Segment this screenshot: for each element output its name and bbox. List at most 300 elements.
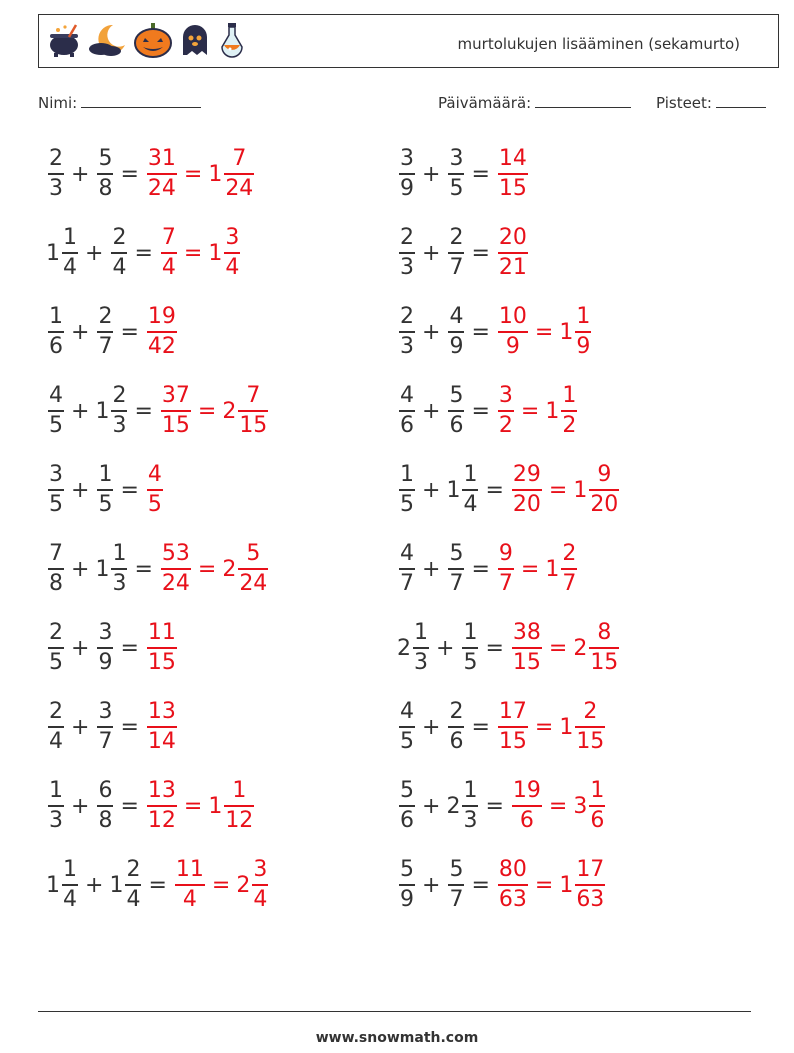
plus-sign: + xyxy=(71,319,90,345)
moon-cloud-icon xyxy=(87,21,129,59)
worksheet-title: murtolukujen lisääminen (sekamurto) xyxy=(457,35,740,53)
problem-item xyxy=(397,773,606,839)
improper-answer-fraction xyxy=(161,227,177,279)
equals-sign: = xyxy=(134,240,153,266)
mixed-answer xyxy=(208,148,255,200)
mixed-answer-numerator: 1 xyxy=(576,304,591,329)
addend-a-denominator: 3 xyxy=(400,255,414,280)
addend-b-denominator: 5 xyxy=(98,492,113,517)
mixed-answer-fraction xyxy=(575,859,605,911)
mixed-answer-denominator: 20 xyxy=(590,492,619,517)
plus-sign: + xyxy=(422,398,441,424)
answer xyxy=(496,306,592,358)
addend-a-denominator: 5 xyxy=(49,650,63,675)
addend-b xyxy=(95,780,114,832)
addend-b xyxy=(446,148,465,200)
addend-b xyxy=(109,859,142,911)
answer xyxy=(510,780,606,832)
header-icons xyxy=(45,21,247,59)
improper-answer-fraction xyxy=(498,148,528,200)
addend-b xyxy=(95,701,114,753)
addend-b-denominator: 7 xyxy=(98,729,113,754)
improper-answer-fraction xyxy=(498,227,528,279)
addend-a-fraction xyxy=(399,859,415,911)
mixed-answer-whole: 2 xyxy=(573,635,588,661)
plus-sign: + xyxy=(422,714,441,740)
problem-item xyxy=(397,852,606,918)
improper-answer-fraction xyxy=(498,701,528,753)
improper-answer-denominator: 4 xyxy=(182,887,197,912)
improper-answer-fraction xyxy=(147,622,177,674)
mixed-answer-denominator: 9 xyxy=(576,334,591,359)
addend-b-numerator: 2 xyxy=(126,857,141,882)
addend-a-whole: 1 xyxy=(46,872,60,898)
name-blank xyxy=(81,94,201,108)
addend-b-denominator: 7 xyxy=(449,887,464,912)
addend-b-whole: 1 xyxy=(109,872,124,898)
answer-equals-sign: = xyxy=(197,398,217,424)
answer xyxy=(159,385,269,437)
addend-a-fraction xyxy=(48,701,64,753)
mixed-answer xyxy=(222,385,269,437)
addend-a-denominator: 5 xyxy=(49,413,63,438)
addend-b-whole: 1 xyxy=(95,556,110,582)
improper-answer xyxy=(496,701,529,753)
addend-a xyxy=(46,622,65,674)
worksheet-header xyxy=(38,14,779,68)
mixed-answer xyxy=(559,306,592,358)
addend-b-fraction xyxy=(448,701,464,753)
mixed-answer-denominator: 15 xyxy=(590,650,619,675)
mixed-answer-numerator: 1 xyxy=(232,778,247,803)
answer xyxy=(145,464,164,516)
date-blank xyxy=(535,94,631,108)
addend-b-fraction xyxy=(97,148,113,200)
mixed-answer-denominator: 15 xyxy=(239,413,268,438)
plus-sign: + xyxy=(422,240,441,266)
addend-b-fraction xyxy=(97,780,113,832)
score-label: Pisteet: xyxy=(656,94,712,112)
addend-b-numerator: 3 xyxy=(449,146,464,171)
addend-b xyxy=(446,385,465,437)
addend-a-denominator: 9 xyxy=(400,887,414,912)
addend-b-denominator: 7 xyxy=(449,255,464,280)
addend-b-denominator: 4 xyxy=(112,255,127,280)
plus-sign: + xyxy=(422,793,441,819)
improper-answer xyxy=(496,148,529,200)
answer-equals-sign: = xyxy=(548,635,568,661)
improper-answer-fraction xyxy=(161,543,191,595)
equals-sign: = xyxy=(120,477,139,503)
improper-answer-fraction xyxy=(498,543,514,595)
addend-b xyxy=(95,306,114,358)
equals-sign: = xyxy=(120,319,139,345)
addend-b-numerator: 5 xyxy=(449,541,464,566)
equals-sign: = xyxy=(485,635,504,661)
improper-answer-denominator: 15 xyxy=(512,650,541,675)
addend-a-denominator: 6 xyxy=(49,334,63,359)
improper-answer-denominator: 15 xyxy=(161,413,190,438)
addend-a-fraction xyxy=(48,464,64,516)
addend-b-numerator: 1 xyxy=(463,778,478,803)
improper-answer xyxy=(496,306,529,358)
improper-answer-fraction xyxy=(512,780,542,832)
plus-sign: + xyxy=(422,161,441,187)
improper-answer-denominator: 15 xyxy=(498,729,527,754)
answer xyxy=(496,701,606,753)
addend-b-denominator: 9 xyxy=(98,650,113,675)
addend-b-numerator: 6 xyxy=(98,778,113,803)
problem-item xyxy=(397,536,578,602)
mixed-answer-fraction xyxy=(561,543,577,595)
plus-sign: + xyxy=(85,240,104,266)
answer-equals-sign: = xyxy=(183,240,203,266)
mixed-answer xyxy=(208,780,255,832)
addend-a-denominator: 6 xyxy=(400,413,414,438)
addend-b xyxy=(460,622,479,674)
improper-answer xyxy=(173,859,206,911)
addend-b xyxy=(109,227,128,279)
improper-answer-denominator: 12 xyxy=(147,808,176,833)
improper-answer xyxy=(510,622,543,674)
problem-item xyxy=(46,536,269,602)
addend-b-denominator: 6 xyxy=(449,729,464,754)
answer-equals-sign: = xyxy=(183,161,203,187)
mixed-answer xyxy=(236,859,269,911)
mixed-answer-fraction xyxy=(575,306,591,358)
addend-a-denominator: 5 xyxy=(49,492,63,517)
mixed-answer xyxy=(559,859,606,911)
improper-answer-denominator: 4 xyxy=(161,255,176,280)
mixed-answer-denominator: 6 xyxy=(590,808,605,833)
improper-answer-denominator: 20 xyxy=(512,492,541,517)
addend-a-numerator: 5 xyxy=(400,857,414,882)
date-field xyxy=(438,94,631,112)
addend-a-denominator: 3 xyxy=(414,650,428,675)
mixed-answer-whole: 1 xyxy=(208,240,223,266)
mixed-answer-fraction xyxy=(589,780,605,832)
addend-b-fraction xyxy=(462,622,478,674)
problem-item xyxy=(46,852,269,918)
mixed-answer xyxy=(559,701,606,753)
answer-equals-sign: = xyxy=(520,398,540,424)
addend-a-fraction xyxy=(399,780,415,832)
equals-sign: = xyxy=(485,477,504,503)
name-label: Nimi: xyxy=(38,94,78,112)
addend-a-numerator: 2 xyxy=(400,225,414,250)
addend-b-numerator: 1 xyxy=(98,462,113,487)
improper-answer-denominator: 5 xyxy=(147,492,162,517)
mixed-answer-numerator: 5 xyxy=(246,541,261,566)
addend-a xyxy=(397,701,416,753)
addend-a-denominator: 4 xyxy=(49,729,63,754)
mixed-answer-denominator: 4 xyxy=(253,887,268,912)
addend-b-denominator: 3 xyxy=(112,571,127,596)
addend-b-denominator: 6 xyxy=(449,413,464,438)
addend-b xyxy=(446,859,465,911)
addend-b-whole: 2 xyxy=(446,793,461,819)
addend-a-denominator: 4 xyxy=(63,255,77,280)
addend-b-fraction xyxy=(97,701,113,753)
addend-b-denominator: 5 xyxy=(449,176,464,201)
addend-a-fraction xyxy=(48,780,64,832)
improper-answer-numerator: 3 xyxy=(498,383,513,408)
mixed-answer xyxy=(208,227,241,279)
plus-sign: + xyxy=(71,714,90,740)
problem-item xyxy=(46,694,178,760)
pumpkin-icon xyxy=(133,21,173,59)
addend-a-fraction xyxy=(413,622,429,674)
answer-equals-sign: = xyxy=(211,872,231,898)
improper-answer-fraction xyxy=(147,306,177,358)
addend-b-numerator: 3 xyxy=(98,699,113,724)
addend-b-numerator: 1 xyxy=(463,620,478,645)
addend-b-denominator: 3 xyxy=(463,808,478,833)
improper-answer-numerator: 19 xyxy=(512,778,541,803)
addend-a-numerator: 1 xyxy=(49,778,63,803)
improper-answer xyxy=(510,780,543,832)
mixed-answer-whole: 2 xyxy=(236,872,251,898)
mixed-answer-denominator: 24 xyxy=(239,571,268,596)
improper-answer-numerator: 11 xyxy=(175,857,204,882)
addend-b-numerator: 1 xyxy=(463,462,478,487)
equals-sign: = xyxy=(134,556,153,582)
addend-b-denominator: 5 xyxy=(463,650,478,675)
addend-a xyxy=(397,859,416,911)
plus-sign: + xyxy=(71,398,90,424)
improper-answer xyxy=(159,543,192,595)
plus-sign: + xyxy=(85,872,104,898)
ghost-icon xyxy=(177,21,213,59)
footer-divider xyxy=(38,1011,751,1012)
addend-a-fraction xyxy=(48,385,64,437)
improper-answer-numerator: 10 xyxy=(498,304,527,329)
addend-b-whole: 1 xyxy=(446,477,461,503)
addend-a-fraction xyxy=(48,306,64,358)
answer-equals-sign: = xyxy=(548,793,568,819)
addend-a-numerator: 1 xyxy=(49,304,63,329)
improper-answer-denominator: 15 xyxy=(147,650,176,675)
addend-a-fraction xyxy=(399,464,415,516)
answer-equals-sign: = xyxy=(197,556,217,582)
equals-sign: = xyxy=(471,556,490,582)
mixed-answer-fraction xyxy=(561,385,577,437)
addend-b-fraction xyxy=(125,859,141,911)
equals-sign: = xyxy=(148,872,167,898)
answer xyxy=(496,859,606,911)
mixed-answer-fraction xyxy=(589,622,619,674)
improper-answer-denominator: 42 xyxy=(147,334,176,359)
addend-b-fraction xyxy=(462,780,478,832)
improper-answer-fraction xyxy=(512,622,542,674)
mixed-answer-whole: 1 xyxy=(545,556,560,582)
mixed-answer-denominator: 12 xyxy=(225,808,254,833)
addend-a-denominator: 7 xyxy=(400,571,414,596)
addend-a-numerator: 1 xyxy=(63,857,77,882)
improper-answer xyxy=(159,385,192,437)
addend-b-numerator: 2 xyxy=(112,225,127,250)
mixed-answer-fraction xyxy=(238,543,268,595)
addend-b-numerator: 2 xyxy=(449,225,464,250)
addend-b-fraction xyxy=(448,859,464,911)
addend-a xyxy=(46,306,65,358)
improper-answer-numerator: 17 xyxy=(498,699,527,724)
addend-a-numerator: 2 xyxy=(400,304,414,329)
improper-answer-numerator: 14 xyxy=(498,146,527,171)
addend-b-fraction xyxy=(448,227,464,279)
addend-b-numerator: 2 xyxy=(112,383,127,408)
addend-a xyxy=(397,622,430,674)
addend-a-denominator: 3 xyxy=(49,808,63,833)
improper-answer-numerator: 7 xyxy=(161,225,176,250)
addend-a xyxy=(397,780,416,832)
improper-answer xyxy=(496,859,529,911)
addend-a-numerator: 2 xyxy=(49,146,63,171)
addend-a xyxy=(46,701,65,753)
potion-icon xyxy=(217,21,247,59)
footer-url: www.snowmath.com xyxy=(315,1030,479,1046)
plus-sign: + xyxy=(436,635,455,661)
mixed-answer xyxy=(573,780,606,832)
addend-b-fraction xyxy=(462,464,478,516)
mixed-answer-fraction xyxy=(224,780,254,832)
improper-answer-denominator: 21 xyxy=(498,255,527,280)
name-field xyxy=(38,94,201,112)
improper-answer-numerator: 80 xyxy=(498,857,527,882)
problem-item xyxy=(46,378,269,444)
answer xyxy=(159,227,241,279)
answer xyxy=(510,464,620,516)
mixed-answer-fraction xyxy=(238,385,268,437)
mixed-answer-denominator: 63 xyxy=(576,887,605,912)
problem-item xyxy=(397,378,578,444)
improper-answer-fraction xyxy=(512,464,542,516)
mixed-answer-whole: 1 xyxy=(559,319,574,345)
answer xyxy=(145,306,178,358)
equals-sign: = xyxy=(120,714,139,740)
addend-b xyxy=(95,543,128,595)
addend-b-fraction xyxy=(97,464,113,516)
addend-b xyxy=(95,148,114,200)
improper-answer-numerator: 11 xyxy=(147,620,176,645)
addend-b-fraction xyxy=(448,306,464,358)
addend-a xyxy=(397,306,416,358)
addend-a xyxy=(397,385,416,437)
addend-b-whole: 1 xyxy=(95,398,110,424)
mixed-answer-numerator: 1 xyxy=(590,778,605,803)
addend-b xyxy=(446,543,465,595)
addend-b xyxy=(446,306,465,358)
improper-answer-fraction xyxy=(498,385,514,437)
addend-a-numerator: 3 xyxy=(400,146,414,171)
improper-answer-fraction xyxy=(498,306,528,358)
addend-b-fraction xyxy=(448,385,464,437)
mixed-answer-numerator: 9 xyxy=(597,462,612,487)
improper-answer-fraction xyxy=(147,148,177,200)
improper-answer-numerator: 4 xyxy=(147,462,162,487)
improper-answer xyxy=(159,227,178,279)
improper-answer xyxy=(496,227,529,279)
addend-a-denominator: 8 xyxy=(49,571,63,596)
addend-b xyxy=(446,701,465,753)
improper-answer xyxy=(510,464,543,516)
improper-answer-numerator: 31 xyxy=(147,146,176,171)
mixed-answer-numerator: 2 xyxy=(583,699,598,724)
mixed-answer-whole: 1 xyxy=(573,477,588,503)
date-label: Päivämäärä: xyxy=(438,94,532,112)
improper-answer-numerator: 38 xyxy=(512,620,541,645)
mixed-answer xyxy=(573,464,620,516)
addend-a-numerator: 4 xyxy=(400,541,414,566)
answer-equals-sign: = xyxy=(534,319,554,345)
addend-b-fraction xyxy=(111,227,127,279)
addend-a-denominator: 4 xyxy=(63,887,77,912)
addend-a-numerator: 2 xyxy=(49,699,63,724)
addend-b-fraction xyxy=(111,543,127,595)
plus-sign: + xyxy=(422,477,441,503)
mixed-answer-whole: 2 xyxy=(222,556,237,582)
addend-b-numerator: 1 xyxy=(112,541,127,566)
addend-a-numerator: 1 xyxy=(400,462,414,487)
addend-a-fraction xyxy=(399,543,415,595)
plus-sign: + xyxy=(71,161,90,187)
addend-a xyxy=(46,227,79,279)
problem-item xyxy=(397,220,529,286)
equals-sign: = xyxy=(120,793,139,819)
mixed-answer-denominator: 4 xyxy=(225,255,240,280)
improper-answer xyxy=(145,622,178,674)
addend-b-fraction xyxy=(97,622,113,674)
mixed-answer-whole: 1 xyxy=(208,161,223,187)
mixed-answer-numerator: 7 xyxy=(232,146,247,171)
addend-a xyxy=(46,780,65,832)
improper-answer-fraction xyxy=(161,385,191,437)
mixed-answer xyxy=(573,622,620,674)
addend-a-fraction xyxy=(48,543,64,595)
improper-answer xyxy=(496,385,515,437)
addend-a-fraction xyxy=(399,148,415,200)
addend-b-denominator: 8 xyxy=(98,808,113,833)
mixed-answer xyxy=(545,543,578,595)
improper-answer-denominator: 9 xyxy=(505,334,520,359)
problem-item xyxy=(397,615,620,681)
improper-answer-denominator: 6 xyxy=(519,808,534,833)
addend-a xyxy=(46,464,65,516)
addend-a-denominator: 3 xyxy=(49,176,63,201)
plus-sign: + xyxy=(71,477,90,503)
mixed-answer xyxy=(545,385,578,437)
equals-sign: = xyxy=(471,872,490,898)
equals-sign: = xyxy=(471,398,490,424)
answer xyxy=(145,780,255,832)
addend-a-fraction xyxy=(62,227,78,279)
addend-a-whole: 1 xyxy=(46,240,60,266)
addend-b-denominator: 3 xyxy=(112,413,127,438)
equals-sign: = xyxy=(471,319,490,345)
addend-a-denominator: 9 xyxy=(400,176,414,201)
mixed-answer xyxy=(222,543,269,595)
mixed-answer-denominator: 2 xyxy=(562,413,577,438)
problem-item xyxy=(397,141,529,207)
addend-a-numerator: 5 xyxy=(400,778,414,803)
addend-b-denominator: 7 xyxy=(98,334,113,359)
addend-b-denominator: 9 xyxy=(449,334,464,359)
answer-equals-sign: = xyxy=(534,714,554,740)
plus-sign: + xyxy=(71,635,90,661)
improper-answer-fraction xyxy=(498,859,528,911)
plus-sign: + xyxy=(71,556,90,582)
score-field xyxy=(656,94,766,112)
